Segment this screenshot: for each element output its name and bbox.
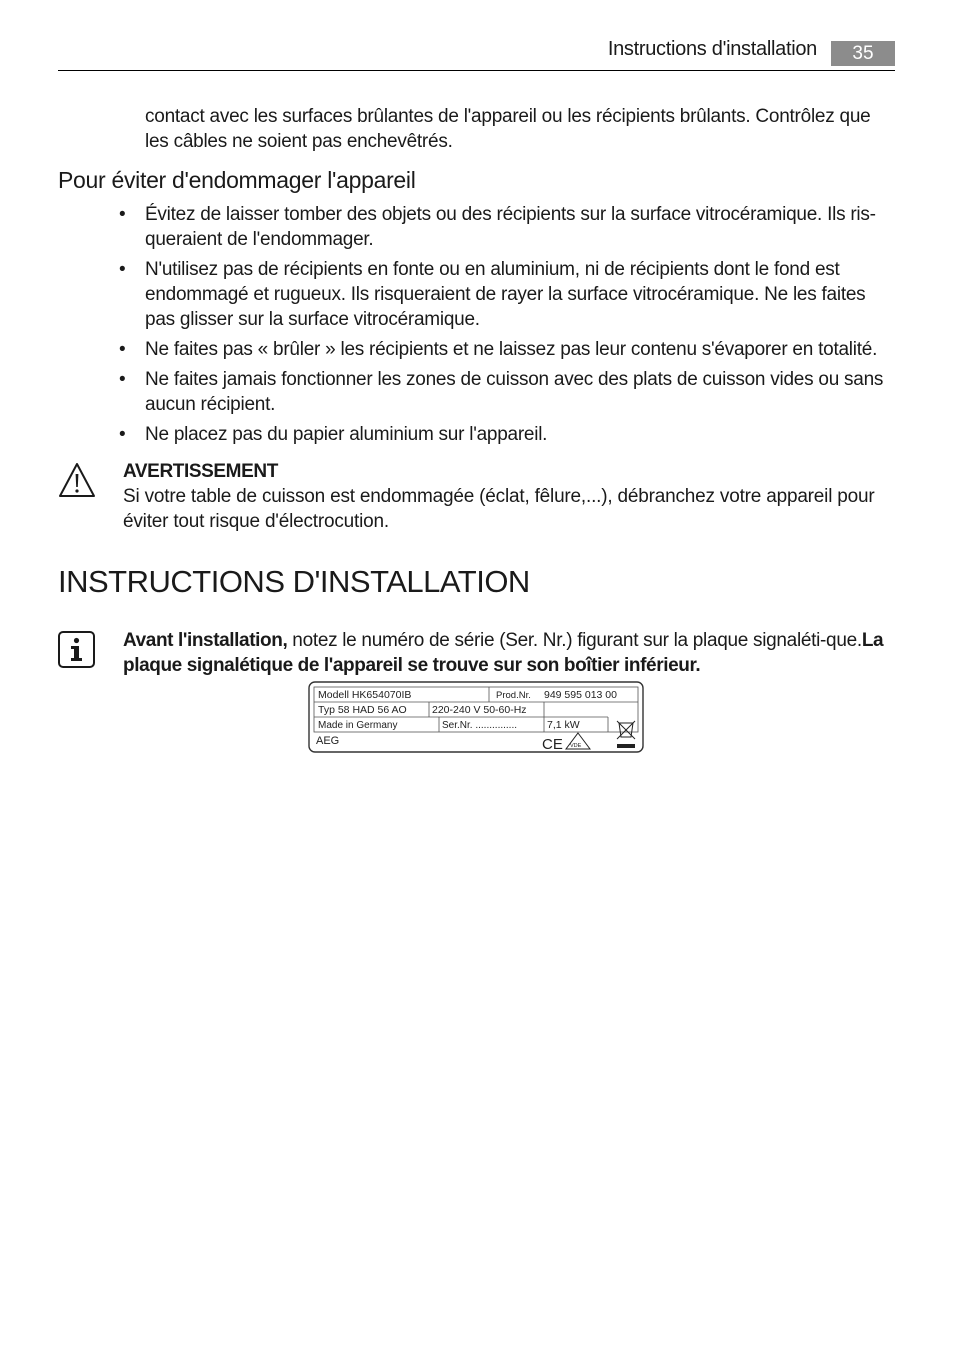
plate-ser-nr: Ser.Nr. ............... <box>442 720 518 731</box>
list-item <box>119 337 895 362</box>
page-number: 35 <box>831 41 895 66</box>
bullet-marker: • <box>119 204 126 225</box>
svg-text:VDE: VDE <box>570 743 582 749</box>
header-divider <box>58 70 895 71</box>
warning-title: AVERTISSEMENT <box>123 461 278 482</box>
warning-text: Si votre table de cuisson est endommagée (éclat, fêlure,...), débranchez votre appareil pour éviter tout risque d'électrocution. <box>123 486 875 532</box>
plate-power: 7,1 kW <box>547 719 580 731</box>
plate-prod-nr: 949 595 013 00 <box>544 689 617 701</box>
plate-typ: Typ 58 HAD 56 AO <box>318 704 407 716</box>
info-note <box>123 628 895 678</box>
damage-list <box>119 202 895 452</box>
bullet-marker: • <box>119 339 126 360</box>
plate-made-in: Made in Germany <box>318 720 398 731</box>
bullet-marker: • <box>119 259 126 280</box>
bullet-marker: • <box>119 424 126 445</box>
list-item-text: Évitez de laisser tomber des objets ou des récipients sur la surface vitrocéramique. Ils ris-queraient de l'endommager. <box>145 204 876 250</box>
list-item <box>119 367 895 417</box>
list-item-text: Ne faites jamais fonctionner les zones de cuisson avec des plats de cuisson vides ou sans aucun récipient. <box>145 369 884 415</box>
ce-mark-icon: CE <box>542 736 563 753</box>
list-item <box>119 202 895 252</box>
rating-plate <box>308 681 644 753</box>
plate-prod-nr-label: Prod.Nr. <box>496 690 531 701</box>
bullet-marker: • <box>119 369 126 390</box>
plate-brand: AEG <box>316 735 340 747</box>
list-item-text: N'utilisez pas de récipients en fonte ou en aluminium, ni de récipients dont le fond est endommagé et rugueux. Ils risqueraient de rayer la surface vitrocéramique. Ne les faites pas glisser sur la surface vitrocéramique. <box>145 259 866 330</box>
running-header-title: Instructions d'installation <box>607 38 817 60</box>
plate-modell: Modell HK654070IB <box>318 689 412 701</box>
list-item-text: Ne placez pas du papier aluminium sur l'appareil. <box>145 424 548 445</box>
info-lead-bold-2: La plaque signalétique de l'appareil se trouve sur son boîtier inférieur. <box>123 630 884 676</box>
list-item <box>119 257 895 332</box>
info-lead-text: notez le numéro de série (Ser. Nr.) figurant sur la plaque signaléti-que. <box>287 630 862 651</box>
info-icon <box>58 631 95 668</box>
plate-voltage: 220-240 V 50-60-Hz <box>432 704 527 716</box>
intro-paragraph: contact avec les surfaces brûlantes de l'appareil ou les récipients brûlants. Contrôlez que les câbles ne soient pas enchevêtrés. <box>145 106 871 152</box>
list-item <box>119 422 895 447</box>
section-heading-damage: Pour éviter d'endommager l'appareil <box>58 167 416 193</box>
info-lead-bold: Avant l'installation, <box>123 630 288 651</box>
warning-triangle-icon <box>58 462 96 498</box>
page-title: INSTRUCTIONS D'INSTALLATION <box>58 564 530 599</box>
list-item-text: Ne faites pas « brûler » les récipients et ne laissez pas leur contenu s'évaporer en totalité. <box>145 339 878 360</box>
warning-block <box>123 459 895 534</box>
